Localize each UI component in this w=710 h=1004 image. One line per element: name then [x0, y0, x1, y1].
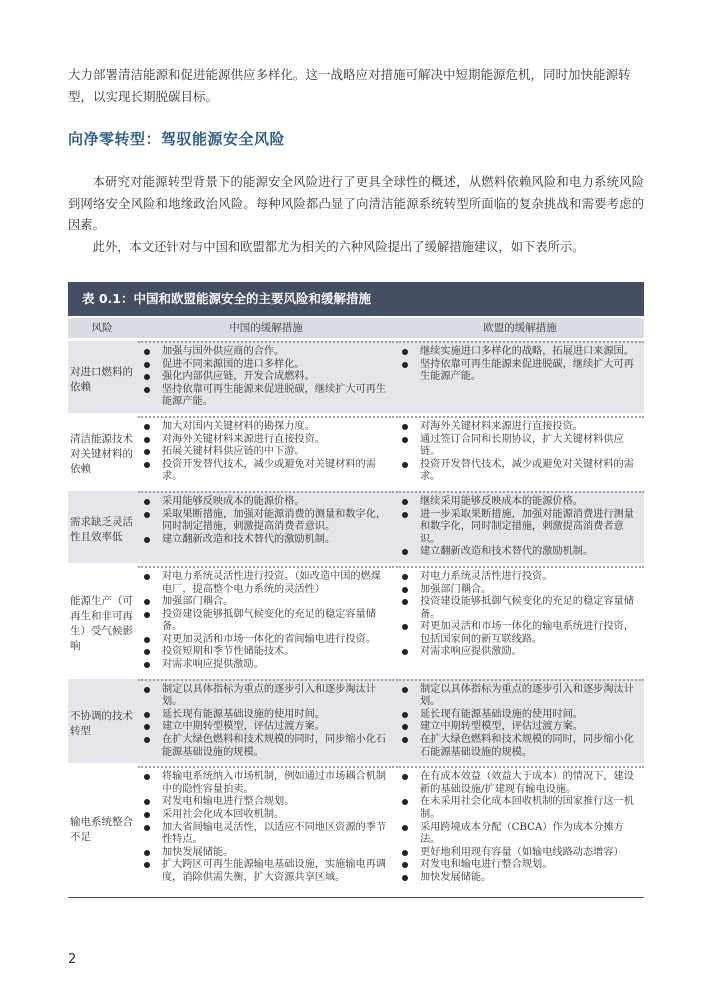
bullet-item: 对需求响应提供激励。: [396, 646, 640, 659]
bullet-item: 对更加灵活和市场一体化的输电系统进行投资，包括国家间的新互联线路。: [396, 621, 640, 646]
risk-table: [68, 282, 644, 898]
table-row: [68, 341, 644, 413]
bullet-list: [138, 684, 390, 760]
bullet-item: 延长现有能源基础设施的使用时间。: [396, 709, 640, 722]
bullet-item: 建立翻新改造和技术替代的激励机制。: [396, 546, 640, 559]
table-body: [68, 341, 644, 889]
bullet-item: 采用社会化成本回收机制。: [138, 809, 390, 822]
bullet-item: 制定以具体指标为重点的逐步引入和逐步淘汰计划。: [138, 684, 390, 709]
bullet-item: 投资开发替代技术，减少或避免对关键材料的需求。: [396, 459, 640, 484]
table-row: [68, 416, 644, 488]
eu-measures-cell: [396, 416, 644, 488]
bullet-list: [138, 771, 390, 884]
body-paragraph: 此外，本文还针对与中国和欧盟都尤为相关的六种风险提出了缓解措施建议，如下表所示。: [92, 239, 585, 254]
table-row: [68, 679, 644, 764]
bullet-item: 加强部门耦合。: [396, 584, 640, 597]
bullet-item: 投资开发替代技术，减少或避免对关键材料的需求。: [138, 459, 390, 484]
eu-measures-cell: [396, 341, 644, 413]
bullet-item: 投资建设能够抵御气候变化的充足的稳定容量储备。: [138, 609, 390, 634]
bullet-item: 对需求响应提供激励。: [138, 659, 390, 672]
china-measures-cell: [138, 341, 394, 413]
bullet-item: 采用能够反映成本的能源价格。: [138, 496, 390, 509]
bullet-item: 加快发展储能。: [396, 872, 640, 885]
bullet-item: 加大对国内关键材料的勘探力度。: [138, 421, 390, 434]
bullet-item: 更好地利用现有容量（如输电线路动态增容）: [396, 847, 640, 860]
bullet-item: 坚持依靠可再生能源来促进脱碳，继续扩大可再生能源产能。: [138, 384, 390, 409]
risk-cell: 能源生产（可再生和非可再生）受气候影响: [70, 594, 133, 652]
header-risk: 风险: [91, 322, 113, 334]
bullet-item: 对更加灵活和市场一体化的省间输电进行投资。: [138, 634, 390, 647]
bullet-list: [396, 684, 640, 760]
bullet-item: 进一步采取果断措施，加强对能源消费进行测量和数字化，同时制定措施，刺激提高消费者意识。: [396, 509, 640, 547]
bullet-item: 投资短期和季节性储能技术。: [138, 646, 390, 659]
bullet-item: 投资建设能够抵御气候变化的充足的稳定容量储备。: [396, 596, 640, 621]
bullet-item: 建立中期转型模型，评估过渡方案。: [138, 721, 390, 734]
bullet-item: 将输电系统纳入市场机制，例如通过市场耦合机制中的隐性容量拍卖。: [138, 771, 390, 796]
bullet-list: [138, 421, 390, 484]
bullet-item: 对发电和输电进行整合规划。: [138, 796, 390, 809]
risk-cell: 需求缺乏灵活性且效率低: [70, 515, 133, 543]
bullet-item: 延长现有能源基础设施的使用时间。: [138, 709, 390, 722]
bullet-item: 建立翻新改造和技术替代的激励机制。: [138, 534, 390, 547]
bullet-list: [396, 771, 640, 884]
intro-paragraph: 大力部署清洁能源和促进能源供应多样化。这一战略应对措施可解决中短期能源危机，同时加快能源转型，以实现长期脱碳目标。: [68, 67, 631, 104]
bullet-item: 对电力系统灵活性进行投资。: [396, 571, 640, 584]
bullet-item: 加强部门耦合。: [138, 596, 390, 609]
table-header: [68, 318, 644, 338]
bullet-item: 在扩大绿色燃料和技术规模的同时，同步缩小化石能源基础设施的规模。: [138, 734, 390, 759]
page-number: 2: [68, 952, 77, 967]
header-eu: 欧盟的缓解措施: [483, 322, 557, 334]
bullet-list: [396, 571, 640, 659]
table-row: [68, 491, 644, 563]
table-bottom-rule: [68, 897, 644, 898]
eu-measures-cell: [396, 679, 644, 764]
bullet-item: 加强与国外供应商的合作。: [138, 346, 390, 359]
china-measures-cell: [138, 416, 394, 488]
bullet-list: [138, 571, 390, 672]
bullet-item: 在未采用社会化成本回收机制的国家推行这一机制。: [396, 796, 640, 821]
bullet-item: 在有成本效益（效益大于成本）的情况下，建设新的基础设施/扩建现有输电设施。: [396, 771, 640, 796]
bullet-item: 扩大跨区可再生能源输电基础设施，实施输电再调度，消除供需失衡，扩大资源共享区域。: [138, 859, 390, 884]
bullet-list: [138, 496, 390, 546]
risk-cell: 不协调的技术转型: [70, 709, 133, 737]
body-paragraph: 本研究对能源转型背景下的能源安全风险进行了更具全球性的概述，从燃料依赖风险和电力系统风险到网络安全风险和地缘政治风险。每种风险都凸显了向清洁能源系统转型所面临的复杂挑战和需要考虑的因素。: [68, 175, 644, 232]
bullet-item: 加大省间输电灵活性，以适应不同地区资源的季节性特点。: [138, 822, 390, 847]
table-row: [68, 566, 644, 676]
bullet-list: [396, 496, 640, 559]
bullet-item: 对电力系统灵活性进行投资。（如改造中国的燃煤电厂，提高整个电力系统的灵活性）: [138, 571, 390, 596]
bullet-item: 制定以具体指标为重点的逐步引入和逐步淘汰计划。: [396, 684, 640, 709]
china-measures-cell: [138, 679, 394, 764]
bullet-item: 对海外关键材料来源进行直接投资。: [396, 421, 640, 434]
risk-cell: 对进口燃料的依赖: [70, 365, 133, 393]
section-title: 向净零转型：驾驭能源安全风险: [68, 130, 286, 148]
bullet-item: 采用跨境成本分配（CBCA）作为成本分摊方法。: [396, 822, 640, 847]
bullet-list: [138, 346, 390, 409]
bullet-item: 促进不同来源国的进口多样化。: [138, 359, 390, 372]
bullet-item: 通过签订合同和长期协议，扩大关键材料供应链。: [396, 434, 640, 459]
risk-cell: 清洁能源技术对关键材料的依赖: [70, 433, 133, 476]
china-measures-cell: [138, 491, 394, 563]
body-text: [68, 172, 644, 258]
eu-measures-cell: [396, 566, 644, 676]
bullet-item: 继续实施进口多样化的战略，拓展进口来源国。: [396, 346, 640, 359]
bullet-item: 在扩大绿色燃料和技术规模的同时，同步缩小化石能源基础设施的规模。: [396, 734, 640, 759]
eu-measures-cell: [396, 491, 644, 563]
bullet-list: [396, 421, 640, 484]
china-measures-cell: [138, 566, 394, 676]
eu-measures-cell: [396, 766, 644, 888]
bullet-item: 建立中期转型模型，评估过渡方案。: [396, 721, 640, 734]
header-china: 中国的缓解措施: [229, 322, 303, 334]
bullet-item: 继续采用能够反映成本的能源价格。: [396, 496, 640, 509]
bullet-item: 对海外关键材料来源进行直接投资。: [138, 434, 390, 447]
bullet-item: 加快发展储能。: [138, 847, 390, 860]
table-title: 表 0.1：中国和欧盟能源安全的主要风险和缓解措施: [68, 282, 644, 316]
bullet-item: 坚持依靠可再生能源来促进脱碳，继续扩大可再生能源产能。: [396, 359, 640, 384]
risk-cell: 输电系统整合不足: [70, 816, 133, 844]
bullet-list: [396, 346, 640, 384]
bullet-item: 采取果断措施，加强对能源消费的测量和数字化，同时制定措施，刺激提高消费者意识。: [138, 509, 390, 534]
bullet-item: 强化内部供应链，开发合成燃料。: [138, 371, 390, 384]
china-measures-cell: [138, 766, 394, 888]
bullet-item: 拓展关键材料供应链的中下游。: [138, 446, 390, 459]
bullet-item: 对发电和输电进行整合规划。: [396, 859, 640, 872]
table-row: [68, 766, 644, 888]
